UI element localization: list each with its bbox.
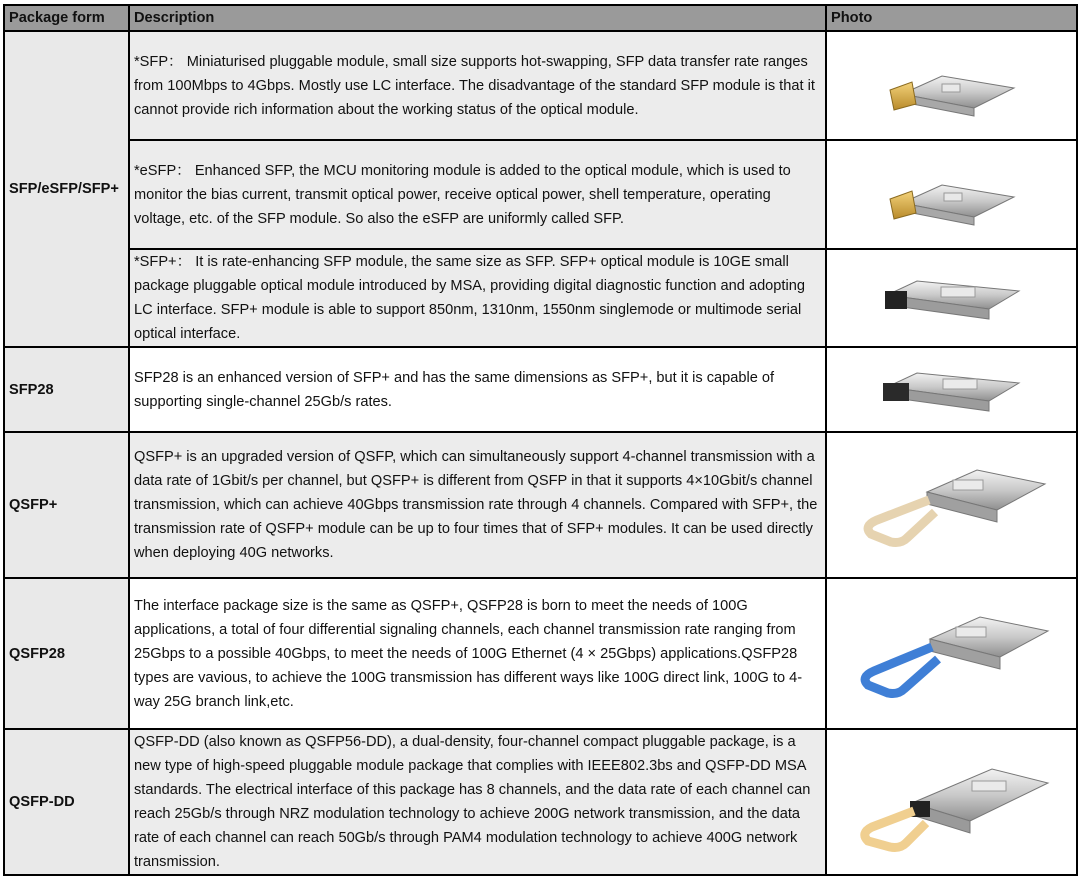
- description-sfp28: SFP28 is an enhanced version of SFP+ and has the same dimensions as SFP+, but it is capable of supporting single-channel 25Gb/s rates.: [129, 347, 826, 432]
- photo-esfp: [826, 140, 1077, 249]
- photo-qsfp-dd: [826, 729, 1077, 875]
- photo-sfp: [826, 31, 1077, 140]
- header-description: Description: [129, 5, 826, 31]
- header-package-form: Package form: [4, 5, 129, 31]
- description-esfp: *eSFP： Enhanced SFP, the MCU monitoring module is added to the optical module, which is used to monitor the bias current, transmit optical power, receive optical power, shell temperature, operating voltage, etc. of the SFP module. So also the eSFP are uniformly called SFP.: [129, 140, 826, 249]
- description-sfp: *SFP： Miniaturised pluggable module, small size supports hot-swapping, SFP data transfer rate ranges from 100Mbps to 4Gbps. Mostly use LC interface. The disadvantage of the standard SFP module is that it cannot provide rich information about the working status of the optical module.: [129, 31, 826, 140]
- sfpplus-module-image: [877, 263, 1027, 333]
- form-qsfp28: QSFP28: [4, 578, 129, 729]
- photo-qsfpplus: [826, 432, 1077, 578]
- esfp-module-image: [882, 155, 1022, 235]
- description-sfpplus: *SFP+： It is rate-enhancing SFP module, the same size as SFP. SFP+ optical module is 10GE small package pluggable optical module introduced by MSA, providing digital diagnostic function and adopting LC interface. SFP+ module is able to support 850nm, 1310nm, 1550nm singlemode or multimode serial optical interface.: [129, 249, 826, 347]
- qsfp-dd-module-image: [852, 747, 1052, 857]
- photo-sfp28: [826, 347, 1077, 432]
- sfp-module-image: [882, 46, 1022, 126]
- photo-sfpplus: [826, 249, 1077, 347]
- photo-qsfp28: [826, 578, 1077, 729]
- description-qsfp28: The interface package size is the same as QSFP+, QSFP28 is born to meet the needs of 100G applications, a total of four differential signaling channels, each channel transmission rate ranging from 25Gbps to a possible 40Gbps, to meet the needs of 100G Ethernet (4 × 25Gbps) applications.QSFP28 types are vavious, to achieve the 100G transmission has different ways like 100G direct link, 100G to 4-way 25G branch link,etc.: [129, 578, 826, 729]
- qsfp28-module-image: [852, 599, 1052, 709]
- form-qsfpplus: QSFP+: [4, 432, 129, 578]
- sfp28-module-image: [877, 357, 1027, 423]
- qsfpplus-module-image: [857, 450, 1047, 560]
- form-sfp-esfp-sfpplus: SFP/eSFP/SFP+: [4, 31, 129, 347]
- comparison-table: [3, 4, 1078, 876]
- form-sfp28: SFP28: [4, 347, 129, 432]
- description-qsfp-dd: QSFP-DD (also known as QSFP56-DD), a dual-density, four-channel compact pluggable package, is a new type of high-speed pluggable module package that complies with IEEE802.3bs and QSFP-DD MSA standards. The electrical interface of this package has 8 channels, and the data rate of each channel can reach 25Gb/s through NRZ modulation technology to achieve 200G network transmission, and the data rate of each channel can reach 50Gb/s through PAM4 modulation technology to achieve 400G network transmission.: [129, 729, 826, 875]
- header-photo: Photo: [826, 5, 1077, 31]
- form-qsfp-dd: QSFP-DD: [4, 729, 129, 875]
- description-qsfpplus: QSFP+ is an upgraded version of QSFP, which can simultaneously support 4-channel transmission with a data rate of 1Gbit/s per channel, but QSFP+ is different from QSFP in that it supports 4×10Gbit/s channel transmission, which can achieve 40Gbps transmission rate through 4 channels. Compared with SFP+, the transmission rate of QSFP+ module can be up to four times that of SFP+ modules. It can be used directly when deploying 40G networks.: [129, 432, 826, 578]
